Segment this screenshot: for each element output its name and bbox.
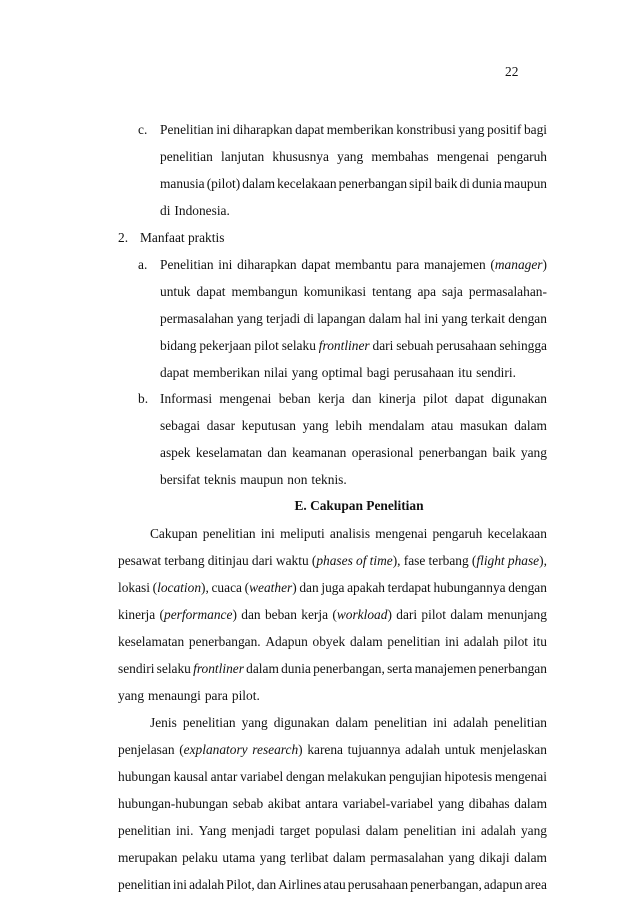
word: tentang — [372, 284, 412, 299]
word: dibahas — [468, 796, 510, 811]
word: memberikan — [326, 122, 394, 137]
word: apakah — [347, 580, 385, 595]
word: mengenai — [494, 769, 547, 784]
word: ini — [218, 257, 233, 272]
paragraph-line — [118, 687, 547, 705]
word: (performance) — [159, 607, 237, 622]
word: waktu — [275, 553, 309, 568]
list-b-line — [160, 444, 547, 462]
word: dan — [256, 877, 277, 892]
word: antar — [210, 769, 238, 784]
word: Airlines — [278, 877, 322, 892]
word: positif — [487, 122, 522, 137]
word: lanjutan — [221, 149, 265, 164]
word: menjadi — [231, 823, 275, 838]
section-title: Manfaat praktis — [140, 230, 225, 245]
word: para — [204, 688, 228, 703]
section-heading: E. Cakupan Penelitian — [294, 498, 424, 513]
word: dapat — [160, 365, 189, 380]
word: hubungannya — [433, 580, 506, 595]
word: analisis — [329, 526, 371, 541]
word: variabel-variabel — [342, 796, 434, 811]
paragraph-line — [118, 741, 547, 759]
word: Pilot, — [226, 877, 255, 892]
word: baik — [492, 445, 516, 460]
word: (weather) — [244, 580, 297, 595]
word: pengaruh — [432, 526, 483, 541]
word: penelitian — [374, 715, 428, 730]
word: mengenai — [375, 526, 428, 541]
word: pilot — [254, 338, 279, 353]
word: dari — [372, 338, 394, 353]
word: karena — [307, 742, 343, 757]
word: bagi — [523, 122, 547, 137]
word: mengenai — [219, 391, 272, 406]
word: dari — [251, 553, 273, 568]
word: sendiri — [118, 661, 155, 676]
word: Cakupan — [150, 526, 198, 541]
word: adapun — [483, 877, 523, 892]
word: dengan — [508, 311, 547, 326]
word: serta — [387, 661, 413, 676]
word: adalah — [453, 715, 489, 730]
word: untuk — [444, 742, 476, 757]
word: untuk — [160, 284, 191, 299]
word: utama — [222, 850, 256, 865]
word: penerbangan, — [410, 877, 482, 892]
word: di — [160, 203, 171, 218]
list-marker-c: c. — [138, 122, 148, 137]
word: penjelasan — [118, 742, 175, 757]
list-marker-b: b. — [138, 391, 149, 406]
word: khususnya — [272, 149, 329, 164]
word: adalah — [463, 634, 499, 649]
paragraph-line — [118, 849, 547, 867]
word: manajemen — [424, 257, 486, 272]
word: target — [279, 823, 310, 838]
word: dapat — [196, 284, 226, 299]
word: pilot. — [231, 688, 260, 703]
word: hubungan-hubungan — [118, 796, 229, 811]
list-a-line — [160, 283, 547, 301]
section-number: 2. — [118, 230, 129, 245]
word: obyek — [312, 634, 346, 649]
word: penelitian — [387, 634, 441, 649]
list-a-line — [160, 337, 547, 355]
word: (flight — [471, 553, 505, 568]
word: kinerja — [118, 607, 156, 622]
word: kausal — [173, 769, 208, 784]
word: penerbangan. — [188, 634, 261, 649]
word: area — [524, 877, 547, 892]
word: dengan — [508, 580, 547, 595]
word: dan — [241, 607, 261, 622]
word: yang — [438, 796, 465, 811]
word: akibat — [267, 796, 301, 811]
paragraph-line — [118, 552, 547, 570]
word: dalam — [368, 311, 402, 326]
word: lebih — [335, 418, 363, 433]
word: hipotesis — [444, 769, 493, 784]
word: yang — [520, 823, 547, 838]
word: itu — [532, 634, 547, 649]
word: sebuah — [396, 338, 434, 353]
word: selaku — [156, 661, 191, 676]
word: yang — [118, 688, 145, 703]
word: dan — [267, 445, 287, 460]
word: Adapun — [265, 634, 308, 649]
word: terbang — [428, 553, 469, 568]
word: komunikasi — [303, 284, 367, 299]
word: dalam — [450, 607, 484, 622]
word: yang — [448, 850, 475, 865]
word: bersifat — [160, 472, 201, 487]
paragraph-line — [150, 714, 547, 732]
word: beban — [264, 607, 297, 622]
word: selaku — [281, 338, 316, 353]
word: phase), — [507, 553, 547, 568]
word: frontliner — [193, 661, 244, 676]
word: itu — [458, 365, 473, 380]
paragraph-line — [118, 822, 547, 840]
word: optimal — [321, 365, 363, 380]
word: di — [303, 311, 314, 326]
word: keselamatan — [195, 445, 263, 460]
word: atau — [431, 418, 454, 433]
word: sebagai — [160, 418, 201, 433]
word: mendalam — [368, 418, 425, 433]
word: hal — [404, 311, 421, 326]
page-number: 22 — [505, 64, 519, 79]
word: teknis. — [311, 472, 347, 487]
word: lapangan — [317, 311, 366, 326]
word: dengan — [285, 769, 325, 784]
word: dan — [352, 391, 372, 406]
word: ini — [260, 526, 275, 541]
word: dalam — [349, 634, 383, 649]
word: (phases — [311, 553, 353, 568]
word: dan — [299, 580, 319, 595]
paragraph-line — [118, 795, 547, 813]
word: pelaku — [182, 850, 218, 865]
word: of — [356, 553, 367, 568]
word: yang — [458, 122, 485, 137]
word: lokasi — [118, 580, 150, 595]
word: ini. — [175, 823, 194, 838]
word: yang — [259, 850, 286, 865]
word: di — [459, 176, 470, 191]
word: penerbangan — [478, 661, 547, 676]
word: penelitian — [403, 823, 457, 838]
word: atau — [323, 877, 346, 892]
word: konstribusi — [396, 122, 456, 137]
word: yang — [337, 149, 364, 164]
list-b-line — [160, 471, 547, 489]
word: dalam — [514, 796, 547, 811]
word: perusahaan — [436, 338, 497, 353]
word: kecelakaan — [277, 176, 337, 191]
word: (explanatory — [179, 742, 248, 757]
word: perusahaan — [393, 365, 454, 380]
word: pengaruh — [497, 149, 547, 164]
word: cuaca — [211, 580, 242, 595]
word: dapat — [301, 257, 331, 272]
word: terdapat — [387, 580, 431, 595]
list-b-line — [160, 417, 547, 435]
word: dalam — [335, 715, 369, 730]
paragraph-line — [118, 660, 547, 678]
word: (manager) — [490, 257, 547, 272]
word: kinerja — [378, 391, 416, 406]
paragraph-line — [118, 876, 547, 894]
word: aspek — [160, 445, 191, 460]
word: perusahaan — [347, 877, 409, 892]
list-c-line — [160, 202, 547, 220]
word: kerja — [301, 607, 329, 622]
word: penelitian — [182, 715, 236, 730]
word: Indonesia. — [174, 203, 230, 218]
word: diharapkan — [232, 122, 293, 137]
word: terlibat — [290, 850, 329, 865]
word: adalah — [405, 742, 441, 757]
word: pilot — [421, 607, 446, 622]
word: populasi — [315, 823, 361, 838]
word: pekerjaan — [199, 338, 252, 353]
list-a-line — [160, 310, 547, 328]
word: ini — [216, 122, 231, 137]
word: kerja — [317, 391, 345, 406]
word: permasalahan — [370, 850, 444, 865]
word: dunia — [472, 176, 502, 191]
word: yang — [291, 365, 318, 380]
word: membahas — [371, 149, 429, 164]
word: penelitian — [160, 149, 213, 164]
word: permasalahan — [160, 311, 234, 326]
word: penerbangan, — [313, 661, 385, 676]
word: dalam — [514, 418, 547, 433]
word: dapat — [295, 122, 325, 137]
word: teknis — [204, 472, 237, 487]
word: terbang — [164, 553, 205, 568]
word: dari — [396, 607, 418, 622]
word: ditinjau — [207, 553, 249, 568]
word: permasalahan- — [468, 284, 547, 299]
word: mengenai — [436, 149, 489, 164]
word: menjelaskan — [479, 742, 547, 757]
word: fase — [403, 553, 426, 568]
word: dasar — [206, 418, 236, 433]
word: dunia — [281, 661, 311, 676]
word: maupun — [503, 176, 547, 191]
word: ini — [172, 877, 188, 892]
word: sebab — [232, 796, 264, 811]
word: tujuannya — [347, 742, 401, 757]
word: pilot — [503, 634, 529, 649]
list-a-line — [160, 256, 547, 274]
word: dalam — [332, 850, 366, 865]
word: dalam — [365, 823, 399, 838]
word: frontliner — [318, 338, 370, 353]
word: dapat — [454, 391, 484, 406]
word: penelitian — [118, 823, 171, 838]
paragraph-line — [118, 606, 547, 624]
word: penerbangan — [418, 445, 488, 460]
word: yang — [302, 418, 329, 433]
word: ini — [444, 634, 460, 649]
word: keputusan — [241, 418, 296, 433]
word: terjadi — [266, 311, 301, 326]
word: pilot — [423, 391, 448, 406]
list-b-line — [160, 390, 547, 408]
word: keselamatan — [118, 634, 185, 649]
word: memberikan — [193, 365, 260, 380]
word: penelitian — [118, 877, 171, 892]
word: Penelitian — [160, 257, 214, 272]
word: digunakan — [491, 391, 547, 406]
word: dalam — [246, 661, 279, 676]
word: time), — [369, 553, 401, 568]
word: penelitian — [494, 715, 547, 730]
word: kecelakaan — [487, 526, 547, 541]
word: yang — [236, 311, 263, 326]
paragraph-line — [150, 525, 547, 543]
word: saja — [442, 284, 463, 299]
paragraph-line — [118, 768, 547, 786]
list-c-line — [160, 175, 547, 193]
word: ini — [433, 715, 448, 730]
word: maupun — [240, 472, 284, 487]
word: research) — [252, 742, 303, 757]
word: ini — [424, 311, 439, 326]
word: dalam — [242, 176, 276, 191]
word: penerbangan — [338, 176, 408, 191]
word: sipil — [409, 176, 433, 191]
paragraph-line — [118, 633, 547, 651]
word: adalah — [480, 823, 516, 838]
word: (location), — [152, 580, 209, 595]
word: para — [396, 257, 420, 272]
word: apa — [417, 284, 437, 299]
word: (workload) — [332, 607, 392, 622]
word: nilai — [263, 365, 288, 380]
word: yang — [441, 311, 468, 326]
word: membangun — [231, 284, 298, 299]
word: baik — [434, 176, 458, 191]
word: diharapkan — [237, 257, 297, 272]
word: melakukan — [327, 769, 387, 784]
word: yang — [241, 715, 268, 730]
word: penelitian — [202, 526, 256, 541]
word: menunjang — [487, 607, 547, 622]
word: meliputi — [280, 526, 325, 541]
word: hubungan — [118, 769, 171, 784]
word: merupakan — [118, 850, 178, 865]
word: antara — [305, 796, 338, 811]
word: (pilot) — [206, 176, 241, 191]
word: beban — [278, 391, 311, 406]
word: dikaji — [479, 850, 510, 865]
word: variabel — [240, 769, 284, 784]
word: manajemen — [414, 661, 477, 676]
word: menaungi — [148, 688, 201, 703]
word: non — [287, 472, 308, 487]
word: yang — [520, 445, 547, 460]
word: juga — [321, 580, 345, 595]
word: masukan — [460, 418, 508, 433]
word: digunakan — [273, 715, 330, 730]
list-c-line — [160, 148, 547, 166]
list-marker-a: a. — [138, 257, 148, 272]
word: terkait — [470, 311, 506, 326]
list-c-line — [160, 121, 547, 139]
word: pengujian — [388, 769, 442, 784]
list-a-line — [160, 364, 547, 382]
word: sendiri. — [476, 365, 516, 380]
word: pesawat — [118, 553, 162, 568]
word: keamanan — [292, 445, 347, 460]
word: Penelitian — [160, 122, 214, 137]
word: Jenis — [150, 715, 177, 730]
word: adalah — [189, 877, 225, 892]
word: membantu — [335, 257, 392, 272]
word: Informasi — [160, 391, 213, 406]
word: bidang — [160, 338, 197, 353]
word: sehingga — [499, 338, 547, 353]
word: bagi — [366, 365, 390, 380]
paragraph-line — [118, 579, 547, 597]
word: dalam — [514, 850, 547, 865]
word: Yang — [198, 823, 227, 838]
word: manusia — [160, 176, 205, 191]
word: ini — [461, 823, 476, 838]
word: operasional — [351, 445, 414, 460]
